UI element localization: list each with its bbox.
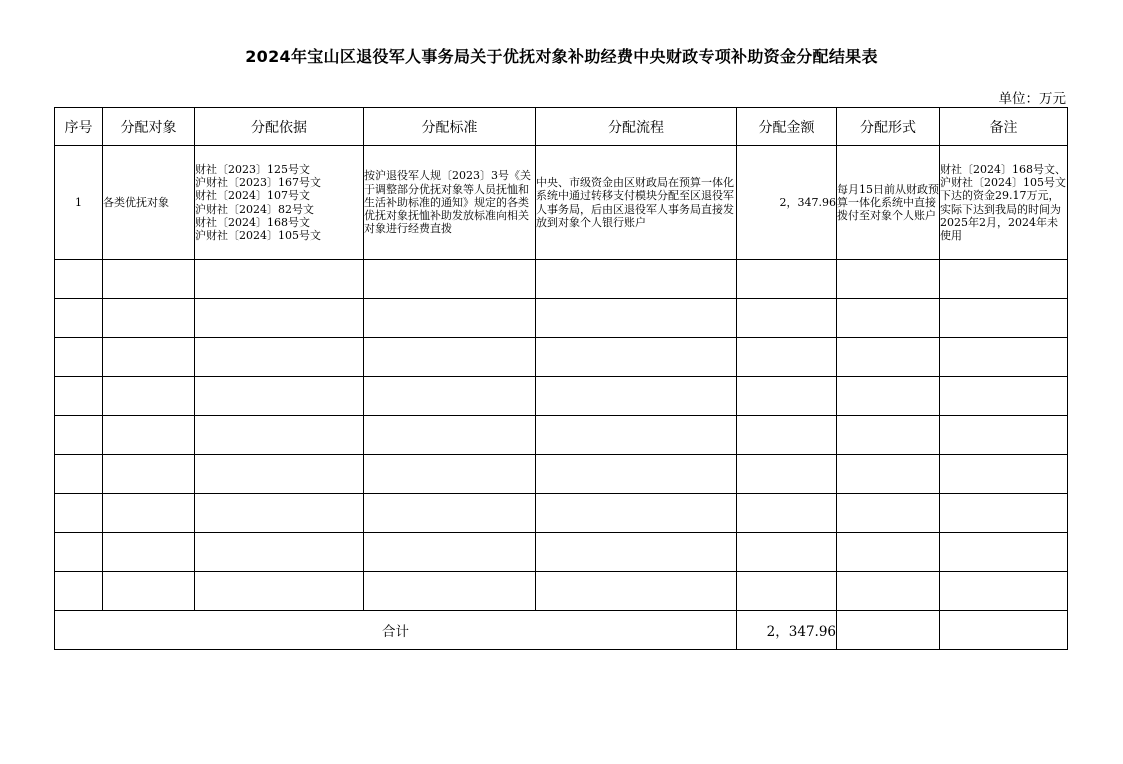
- header-basis: 分配依据: [195, 108, 364, 146]
- empty-row: [55, 338, 1068, 377]
- empty-row: [55, 494, 1068, 533]
- unit-label: 单位：万元: [998, 91, 1066, 107]
- header-row: [55, 108, 1068, 146]
- empty-row: [55, 416, 1068, 455]
- cell-basis: 财社〔2023〕125号文 沪财社〔2023〕167号文 财社〔2024〕107号文 沪财社〔2024〕82号文 财社〔2024〕168号文 沪财社〔2024〕105号文: [195, 146, 364, 260]
- header-standard: 分配标准: [364, 108, 536, 146]
- cell-form: 每月15日前从财政预算一体化系统中直接拨付至对象个人账户: [837, 146, 940, 260]
- empty-row: [55, 377, 1068, 416]
- header-form: 分配形式: [837, 108, 940, 146]
- header-target: 分配对象: [103, 108, 195, 146]
- table-row: [55, 146, 1068, 260]
- total-row: [55, 611, 1068, 650]
- cell-standard: 按沪退役军人规〔2023〕3号《关于调整部分优抚对象等人员抚恤和生活补助标准的通知》规定的各类优抚对象抚恤补助发放标准向相关对象进行经费直拨: [364, 146, 536, 260]
- cell-remark: 财社〔2024〕168号文、沪财社〔2024〕105号文下达的资金29.17万元，实际下达到我局的时间为2025年2月，2024年未使用: [940, 146, 1068, 260]
- cell-index: 1: [55, 146, 103, 260]
- header-remark: 备注: [940, 108, 1068, 146]
- header-process: 分配流程: [536, 108, 737, 146]
- allocation-table: [54, 107, 1068, 650]
- cell-target: 各类优抚对象: [103, 146, 195, 260]
- header-index: 序号: [55, 108, 103, 146]
- header-amount: 分配金额: [737, 108, 837, 146]
- document-title: 2024年宝山区退役军人事务局关于优抚对象补助经费中央财政专项补助资金分配结果表: [245, 47, 878, 66]
- cell-process: 中央、市级资金由区财政局在预算一体化系统中通过转移支付模块分配至区退役军人事务局，后由区退役军人事务局直接发放到对象个人银行账户: [536, 146, 737, 260]
- empty-row: [55, 260, 1068, 299]
- total-label: 合计: [55, 611, 737, 650]
- cell-amount: 2，347.96: [737, 146, 837, 260]
- empty-row: [55, 455, 1068, 494]
- empty-row: [55, 533, 1068, 572]
- total-remark-empty: [940, 611, 1068, 650]
- empty-row: [55, 299, 1068, 338]
- total-form-empty: [837, 611, 940, 650]
- empty-row: [55, 572, 1068, 611]
- total-amount: 2，347.96: [737, 611, 837, 650]
